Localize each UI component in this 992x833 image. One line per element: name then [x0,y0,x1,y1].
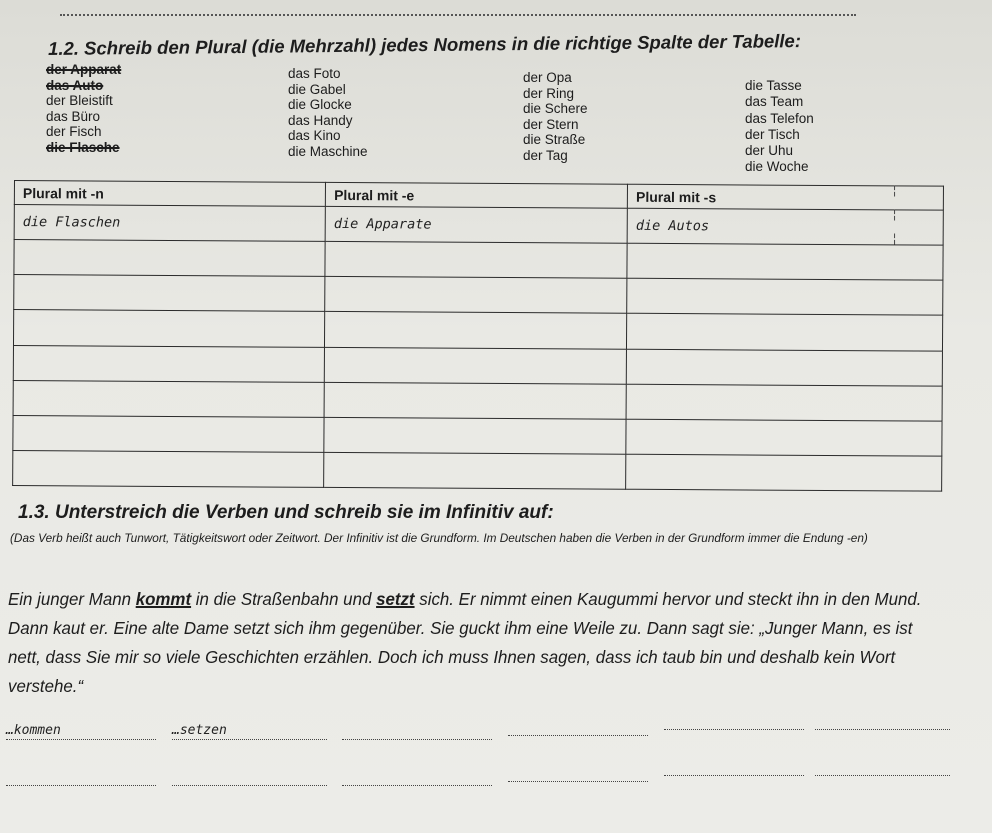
noun-item: der Bleistift [46,93,113,108]
noun-item: der Stern [523,116,579,132]
plural-table [12,180,944,492]
margin-pencil-marks: ¦ ¦ ¦ [893,183,897,245]
underlined-verb: setzt [376,589,415,609]
noun-item: das Telefon [745,110,814,126]
story-part: in die Straßenbahn und [191,589,377,609]
table-cell[interactable] [325,242,627,279]
answer-blank[interactable] [342,768,492,786]
answer-blanks [0,722,992,802]
table-cell[interactable] [14,275,325,312]
table-cell[interactable] [13,310,324,347]
noun-item: die Schere [523,101,588,116]
table-row [13,450,942,491]
noun-item: die Straße [523,132,586,147]
noun-item: die Flasche [46,139,120,155]
noun-item: der Tisch [745,126,800,142]
story-part: Ein junger Mann [8,589,136,609]
answer-blank[interactable] [508,764,648,782]
table-cell[interactable]: die Flaschen [14,205,325,242]
story-part: sich. Er nimmt einen Kaugummi hervor und steckt ihn in den Mund. Dann kaut er. Eine alte Dame setzt sich ihm gegenüber. Sie guckt ihm eine Weile zu. Dann sagt sie: „Junger Mann, es ist nett, dass Sie mir so viele Geschichten erzählen. Doch ich muss Ihnen sagen, dass ich taub bin und deshalb kein Wort verstehe.“ [8,589,922,696]
noun-item: die Woche [745,159,809,175]
answer-blank[interactable] [664,712,804,730]
noun-item: die Gabel [288,81,346,97]
table-cell[interactable] [626,384,942,421]
noun-item: das Team [745,94,804,110]
table-cell[interactable] [14,240,325,277]
table-cell[interactable] [626,419,942,456]
table-body [13,205,944,492]
answer-blank[interactable]: …setzen [172,722,327,740]
answer-blank[interactable]: …kommen [6,722,156,740]
task-1-3-note: (Das Verb heißt auch Tunwort, Tätigkeitswort oder Zeitwort. Der Infinitiv ist die Grundform. Im Deutschen haben die Verben in der Grundform immer die Endung -en) [10,531,868,545]
task-1-2-title: 1.2. Schreib den Plural (die Mehrzahl) jedes Nomens in die richtige Spalte der Tabelle: [48,30,802,59]
table-cell[interactable] [13,415,324,452]
noun-item: das Handy [288,112,353,128]
table-cell[interactable] [324,382,626,419]
table-cell[interactable] [13,345,324,382]
word-list-column-3 [523,70,588,163]
answer-blank[interactable] [815,758,950,776]
noun-item: die Glocke [288,97,352,112]
table-cell[interactable] [325,312,627,349]
underlined-verb: kommt [135,589,192,609]
noun-item: die Maschine [288,143,368,159]
table-cell[interactable] [324,347,626,384]
header-plural-e: Plural mit -e [326,182,628,208]
table-cell[interactable]: die Apparate [325,206,627,243]
answer-blank[interactable] [664,758,804,776]
answer-blank[interactable] [508,718,648,736]
noun-item: das Büro [46,108,101,124]
noun-item: der Fisch [46,124,102,139]
noun-item: das Auto [46,77,104,93]
table-cell[interactable] [13,450,324,487]
table-row [14,275,943,316]
plural-table-container [14,180,944,486]
noun-item: der Opa [523,70,572,85]
table-cell[interactable] [325,277,627,314]
noun-item: der Apparat [46,62,122,77]
task-1-3-title: 1.3. Unterstreich die Verben und schreib sie im Infinitiv auf: [18,502,554,523]
table-cell[interactable] [324,452,626,489]
noun-item: der Uhu [745,143,794,159]
noun-item: das Kino [288,128,341,143]
noun-item: das Foto [288,66,341,81]
word-list-column-4 [745,78,814,176]
noun-item: die Tasse [745,78,802,93]
story-text [8,585,944,701]
table-row [13,345,942,386]
table-row [14,205,943,246]
table-row [13,415,942,456]
table-row [14,240,943,281]
noun-item: der Tag [523,147,568,163]
word-list-column-1 [46,62,121,155]
header-plural-n: Plural mit -n [14,181,325,207]
table-cell[interactable] [13,380,324,417]
table-cell[interactable] [626,454,942,491]
table-row [13,380,942,421]
table-cell[interactable] [627,314,943,351]
noun-item: der Ring [523,85,575,101]
header-plural-s: Plural mit -s [627,184,943,210]
table-cell[interactable] [627,278,943,315]
table-row [13,310,942,351]
answer-blank[interactable] [6,768,156,786]
word-list-column-2 [288,66,368,159]
answer-blank[interactable] [172,768,327,786]
answer-blank[interactable] [815,712,950,730]
table-cell[interactable] [324,417,626,454]
top-dotted-line [60,14,856,16]
answer-blank[interactable] [342,722,492,740]
table-cell[interactable] [626,349,942,386]
table-cell[interactable]: die Autos [627,208,943,245]
